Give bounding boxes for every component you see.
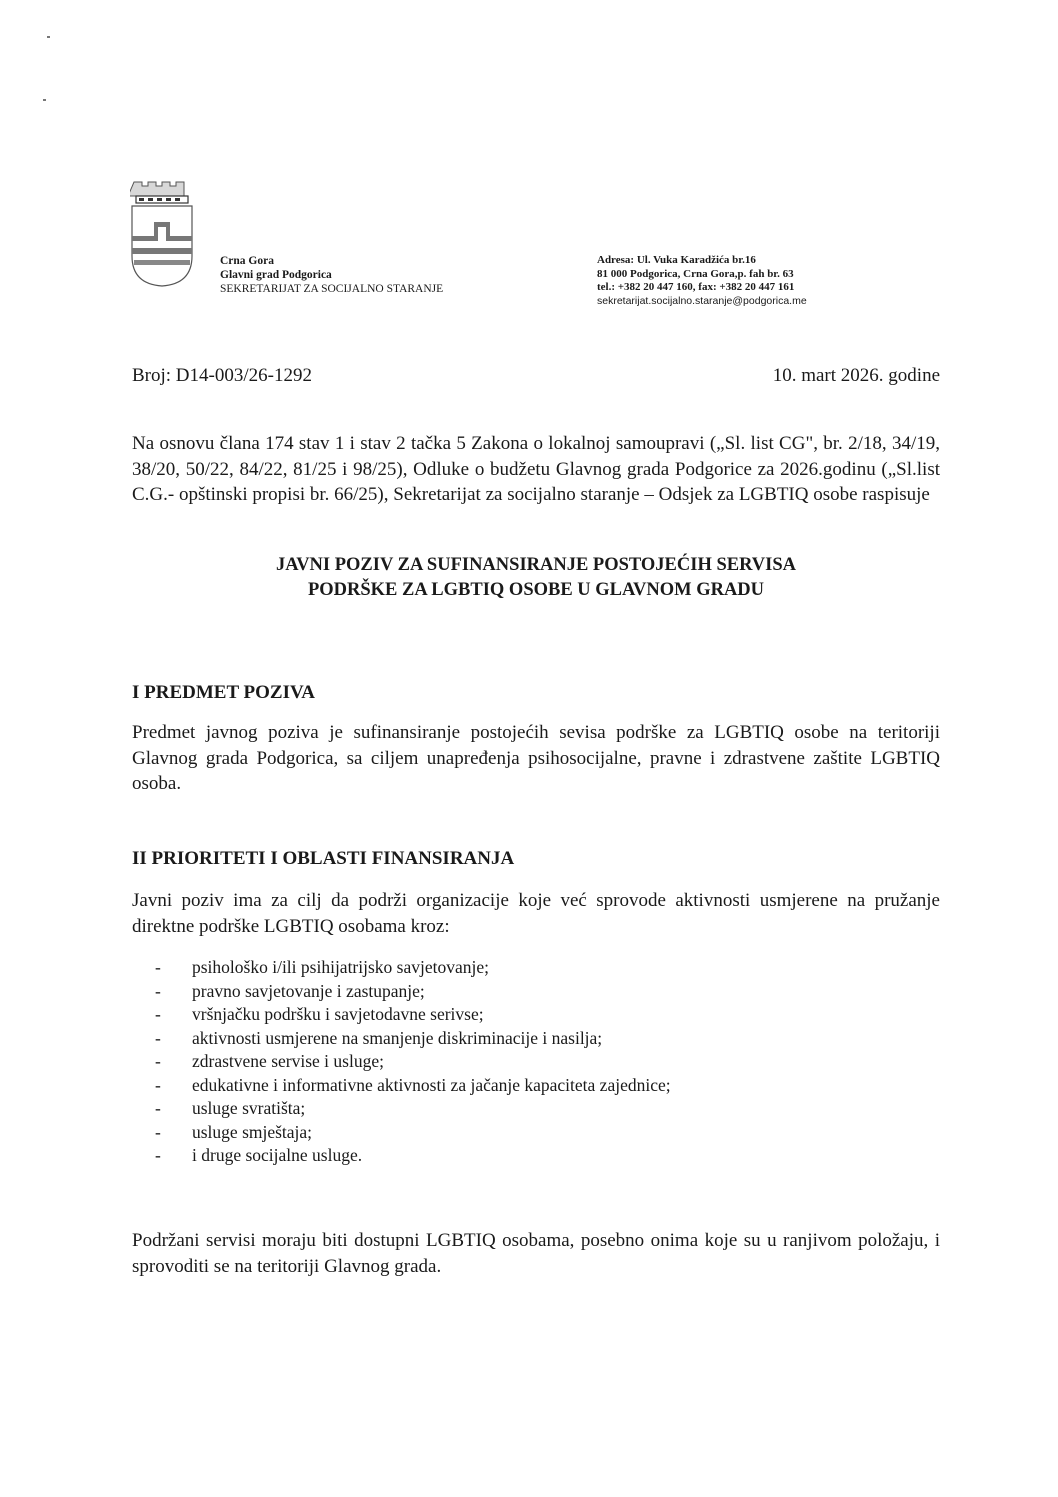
- list-item: [155, 1121, 671, 1145]
- list-item-text: aktivnosti usmjerene na smanjenje diskriminacije i nasilja;: [192, 1027, 603, 1048]
- title-line-2: PODRŠKE ZA LGBTIQ OSOBE U GLAVNOM GRADU: [307, 580, 765, 600]
- list-item-text: i druge socijalne usluge.: [192, 1145, 363, 1165]
- document-date: 10. mart 2026. godine: [772, 365, 940, 386]
- list-item: [155, 980, 671, 1004]
- contact-email: sekretarijat.socijalno.staranje@podgorica.me: [597, 294, 807, 307]
- contact-address: Adresa: Ul. Vuka Karadžića br.16: [597, 254, 756, 266]
- scan-speck: [47, 36, 50, 38]
- bullet-dash: -: [155, 980, 161, 1001]
- bullet-dash: -: [155, 1145, 161, 1165]
- section-1-heading: I PREDMET POZIVA: [132, 682, 315, 703]
- list-item: [155, 956, 671, 980]
- document-number: Broj: D14-003/26-1292: [132, 365, 312, 386]
- issuer-block: [220, 254, 443, 296]
- list-item: [155, 1074, 671, 1098]
- list-item: [155, 1050, 671, 1074]
- contact-city: 81 000 Podgorica, Crna Gora,p. fah br. 63: [597, 267, 794, 280]
- list-item-text: pravno savjetovanje i zastupanje;: [192, 980, 425, 1001]
- intro-paragraph: Na osnovu člana 174 stav 1 i stav 2 tačka 5 Zakona o lokalnoj samoupravi („Sl. list CG", br. 2/18, 34/19, 38/20, 50/22, 84/22, 81/25 i 98/25), Odluke o budžetu Glavnog grada Podgorice za 2026.godinu („Sl.list C.G.- opštinski propisi br. 66/25), Sekretarijat za socijalno staranje – Odsjek za LGBTIQ osobe raspisuje: [132, 433, 940, 505]
- bullet-dash: -: [155, 1074, 161, 1095]
- funding-areas-list: [155, 956, 671, 1168]
- bullet-dash: -: [155, 957, 161, 977]
- bullet-dash: -: [155, 1027, 161, 1048]
- list-item: [155, 1027, 671, 1051]
- list-item-text: usluge svratišta;: [192, 1098, 306, 1118]
- bullet-dash: -: [155, 1004, 161, 1024]
- section-1-text: Predmet javnog poziva je sufinansiranje postojećih sevisa podrške za LGBTIQ osobe na teritoriji Glavnog grada Podgorica, sa ciljem unapređenja psihosocijalne, pravne i zdrastvene zaštite LGBTIQ osoba.: [132, 722, 940, 794]
- list-item-text: zdrastvene servise i usluge;: [192, 1051, 384, 1071]
- issuer-country: Crna Gora: [220, 255, 274, 267]
- list-item: [155, 1003, 671, 1027]
- list-item: [155, 1144, 671, 1168]
- list-item: [155, 1097, 671, 1121]
- section-2-closing: Podržani servisi moraju biti dostupni LGBTIQ osobama, posebno onima koje su u ranjivom položaju, i sprovoditi se na teritoriji Glavnog grada.: [132, 1230, 940, 1277]
- bullet-dash: -: [155, 1098, 161, 1118]
- contact-block: [597, 254, 807, 308]
- contact-phone: tel.: +382 20 447 160, fax: +382 20 447 161: [597, 281, 795, 293]
- bullet-dash: -: [155, 1051, 161, 1071]
- section-2-heading: II PRIORITETI I OBLASTI FINANSIRANJA: [132, 848, 515, 869]
- list-item-text: edukativne i informativne aktivnosti za jačanje kapaciteta zajednice;: [192, 1074, 671, 1095]
- issuer-city: Glavni grad Podgorica: [220, 269, 332, 281]
- bullet-dash: -: [155, 1121, 161, 1142]
- scan-speck: [43, 99, 46, 101]
- title-line-1: JAVNI POZIV ZA SUFINANSIRANJE POSTOJEĆIH SERVISA: [275, 555, 797, 575]
- document-title: [132, 553, 940, 603]
- list-item-text: psihološko i/ili psihijatrijsko savjetovanje;: [192, 957, 489, 977]
- list-item-text: usluge smještaja;: [192, 1121, 313, 1142]
- podgorica-coat-of-arms-icon: [130, 178, 194, 288]
- issuer-department: SEKRETARIJAT ZA SOCIJALNO STARANJE: [220, 283, 444, 295]
- section-2-intro: Javni poziv ima za cilj da podrži organizacije koje već sprovode aktivnosti usmjerene na pružanje direktne podrške LGBTIQ osobama kroz:: [132, 890, 940, 937]
- list-item-text: vršnjačku podršku i savjetodavne serivse;: [192, 1004, 484, 1024]
